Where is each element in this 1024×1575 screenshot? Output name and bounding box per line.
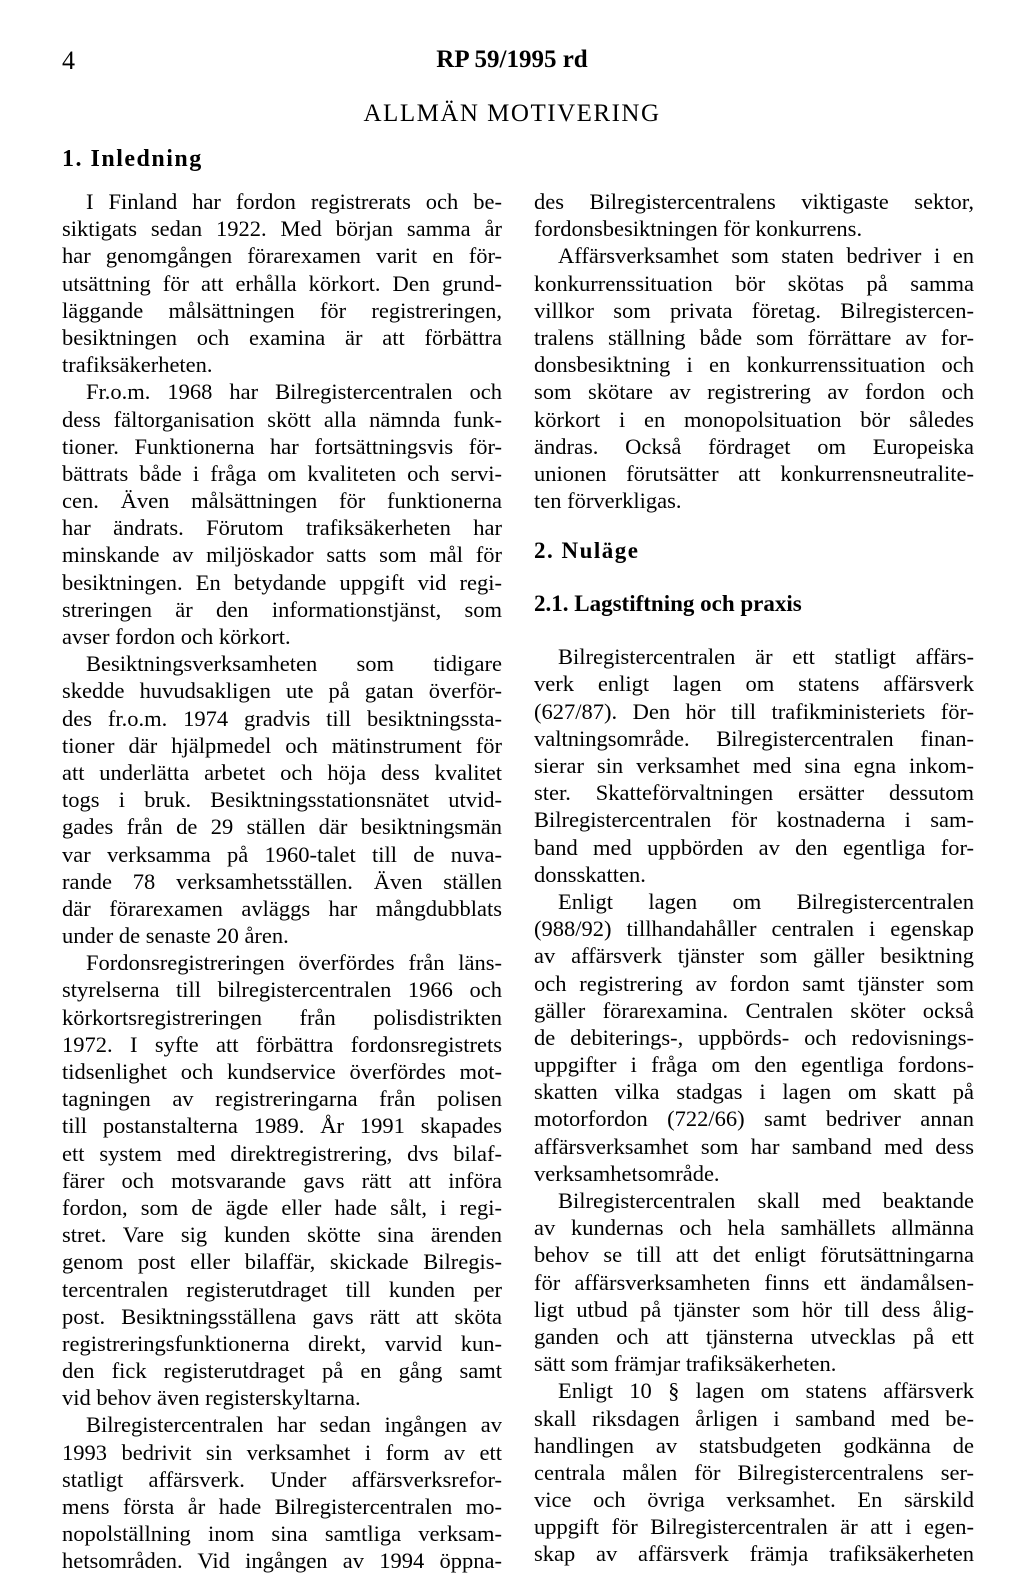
text-line: cen. Även målsättningen för funktionerna (62, 488, 502, 514)
text-line: 1972. I syfte att förbättra fordonsregistrets (62, 1031, 502, 1057)
text-line: sätt som främjar trafiksäkerheten. (534, 1351, 837, 1377)
text-line: mens första år hade Bilregistercentralen mo- (62, 1494, 502, 1519)
text-line: ganden och att tjänsterna utvecklas på ett (534, 1323, 974, 1349)
text-line: av kundernas och hela samhällets allmänna (534, 1215, 974, 1241)
text-line: minskande av miljöskador satts som mål för (62, 542, 502, 568)
text-line: färer och motsvarande gavs rätt att införa (62, 1167, 502, 1193)
text-line: behov se till att det enligt förutsättningarna (534, 1242, 974, 1268)
text-line: Enligt 10 § lagen om statens affärsverk (558, 1378, 974, 1404)
text-line: uppgift för Bilregistercentralen är att i egen- (534, 1514, 974, 1540)
text-line: de debiterings-, uppbörds- och redovisnings- (534, 1024, 974, 1050)
text-line: Fordonsregistreringen överfördes från läns- (86, 950, 502, 976)
text-line: Bilregistercentralen är ett statligt affärs- (558, 644, 974, 670)
text-line: siktigats sedan 1922. Med början samma år (62, 216, 502, 242)
text-line: besiktningen och examina är att förbättra (62, 324, 502, 350)
text-line: skall riksdagen årligen i samband med be- (534, 1405, 974, 1431)
spacer (534, 514, 974, 537)
page-number: 4 (62, 46, 75, 75)
text-line: styrelserna till bilregistercentralen 1966 och (62, 977, 502, 1003)
text-line: togs i bruk. Besiktningsstationsnätet utvid- (62, 787, 502, 813)
text-line: genom post eller bilaffär, skickade Bilregis- (62, 1249, 502, 1275)
text-line: tralens ställning både som förrättare av for- (534, 324, 974, 350)
text-line: (627/87). Den hör till trafikministeriets för- (534, 698, 974, 724)
text-line: band med uppbörden av den egentliga for- (534, 834, 974, 860)
text-line: (988/92) tillhandahåller centralen i egenskap (534, 916, 974, 942)
text-line: tioner. Funktionerna har fortsättningsvis för- (62, 433, 502, 459)
document-reference: RP 59/1995 rd (436, 46, 588, 73)
text-line: dess fältorganisation skött alla nämnda funk- (62, 406, 502, 432)
text-line: körkortsregistreringen från polisdistrikten (62, 1004, 502, 1030)
text-line: Bilregistercentralen skall med beaktande (558, 1188, 974, 1213)
text-line: konkurrenssituation bör skötas på samma (534, 270, 974, 296)
text-line: 1993 bedrivit sin verksamhet i form av ett (62, 1439, 502, 1465)
text-line: donsskatten. (534, 861, 646, 887)
text-line: streringen är den informationstjänst, som (62, 596, 502, 622)
text-line: Bilregistercentralen har sedan ingången av (86, 1412, 502, 1438)
heading-lagstiftning: 2.1. Lagstiftning och praxis (534, 591, 802, 617)
text-line: tidsenlighet och kundservice överfördes mot- (62, 1059, 502, 1084)
heading-inledning: 1. Inledning (62, 146, 203, 172)
text-line: des Bilregistercentralens viktigaste sektor, (534, 189, 974, 214)
text-line: donsbesiktning i en konkurrenssituation och (534, 352, 974, 378)
text-line: handlingen av statsbudgeten godkänna de (534, 1432, 974, 1458)
text-line: Fr.o.m. 1968 har Bilregistercentralen och (86, 379, 502, 405)
text-line: skap av affärsverk främja trafiksäkerheten (534, 1541, 974, 1567)
text-line: ten förverkligas. (534, 488, 682, 514)
text-line: ligt utbud på tjänster som hör till dess ålig- (534, 1296, 974, 1322)
text-line: har ändrats. Förutom trafiksäkerheten har (62, 515, 502, 541)
text-line: tercentralen registerutdraget till kunden per (62, 1276, 502, 1302)
text-line: för affärsverksamheten finns ett ändamålsen- (534, 1269, 974, 1295)
text-line: vid behov även registerskyltarna. (62, 1385, 361, 1411)
text-line: ett system med direktregistrering, dvs bilaf- (62, 1140, 502, 1166)
text-line: nopolställning inom sina samtliga verksam- (62, 1521, 502, 1547)
text-line: villkor som privata företag. Bilregistercen- (534, 297, 974, 323)
text-line: skatten vilka stadgas i lagen om skatt på (534, 1079, 974, 1105)
text-line: affärsverksamhet som har samband med dess (534, 1133, 974, 1159)
text-line: bättrats både i fråga om kvaliteten och servi- (62, 460, 502, 486)
text-line: verk enligt lagen om statens affärsverk (534, 671, 974, 697)
text-line: ändras. Också fördraget om Europeiska (534, 433, 974, 459)
text-line: ster. Skatteförvaltningen ersätter dessutom (534, 780, 974, 806)
text-line: Affärsverksamhet som staten bedriver i en (558, 243, 974, 269)
text-line: tioner där hjälpmedel och mätinstrument för (62, 732, 502, 758)
text-line: under de senaste 20 åren. (62, 923, 289, 949)
text-line: läggande målsättningen för registreringen, (62, 297, 502, 323)
text-line: vice och övriga verksamhet. En särskild (534, 1487, 974, 1513)
spacer (534, 567, 974, 590)
text-line: post. Besiktningsställena gavs rätt att sköta (62, 1303, 502, 1329)
text-line: gades från de 29 ställen där besiktningsmän (62, 814, 502, 840)
text-line: unionen förutsätter att konkurrensneutralite- (534, 460, 974, 486)
heading-nulage: 2. Nuläge (534, 538, 640, 564)
text-line: att underlätta arbetet och höja dess kvalitet (62, 759, 502, 785)
text-line: och registrering av fordon samt tjänster som (534, 970, 974, 996)
right-text-column (534, 188, 974, 1568)
left-text-column (62, 188, 502, 1575)
text-line: körkort i en monopolsituation bör således (534, 406, 974, 432)
text-line: utsättning för att erhålla körkort. Den grund- (62, 270, 502, 296)
text-line: var verksamma på 1960-talet till de nuva- (62, 841, 502, 867)
text-line: besiktningen. En betydande uppgift vid regi- (62, 569, 502, 595)
text-line: som skötare av registrering av fordon och (534, 379, 974, 405)
text-line: tagningen av registreringarna från polisen (62, 1086, 502, 1112)
text-line: stret. Vare sig kunden skötte sina ärenden (62, 1222, 502, 1248)
text-line: har genomgången förarexamen varit en för- (62, 243, 502, 269)
text-line: Bilregistercentralen för kostnaderna i sam- (534, 807, 974, 833)
text-line: Besiktningsverksamheten som tidigare (86, 651, 502, 677)
text-line: den fick registerutdraget på en gång samt (62, 1358, 502, 1384)
text-line: sierar sin verksamhet med sina egna inkom- (534, 753, 974, 778)
text-line: där förarexamen avläggs har mångdubblats (62, 895, 502, 921)
text-line: registreringsfunktionerna direkt, varvid kun- (62, 1330, 502, 1356)
text-line: verksamhetsområde. (534, 1160, 720, 1186)
section-title: ALLMÄN MOTIVERING (363, 100, 661, 127)
text-line: till postanstalterna 1989. År 1991 skapades (62, 1113, 502, 1139)
text-line: centrala målen för Bilregistercentralens ser- (534, 1459, 974, 1485)
text-line: fordon, som de ägde eller hade sålt, i regi- (62, 1194, 502, 1220)
text-line: I Finland har fordon registrerats och be- (86, 189, 502, 214)
text-line: avser fordon och körkort. (62, 624, 291, 649)
spacer (534, 620, 974, 643)
text-line: trafiksäkerheten. (62, 352, 213, 378)
text-line: gäller förarexamina. Centralen sköter också (534, 997, 974, 1023)
text-line: hetsområden. Vid ingången av 1994 öppna- (62, 1548, 502, 1574)
text-line: statligt affärsverk. Under affärsverksrefor- (62, 1466, 502, 1492)
text-line: av affärsverk tjänster som gäller besiktning (534, 943, 974, 969)
text-line: motorfordon (722/66) samt bedriver annan (534, 1106, 974, 1132)
text-line: fordonsbesiktningen för konkurrens. (534, 216, 863, 242)
text-line: skedde huvudsakligen ute på gatan överför- (62, 678, 502, 704)
text-line: Enligt lagen om Bilregistercentralen (558, 888, 974, 914)
text-line: valtningsområde. Bilregistercentralen finan- (534, 725, 974, 751)
text-line: uppgifter i fråga om den egentliga fordons- (534, 1052, 974, 1078)
text-line: des fr.o.m. 1974 gradvis till besiktningssta- (62, 705, 502, 731)
text-line: rande 78 verksamhetsställen. Även ställen (62, 868, 502, 894)
